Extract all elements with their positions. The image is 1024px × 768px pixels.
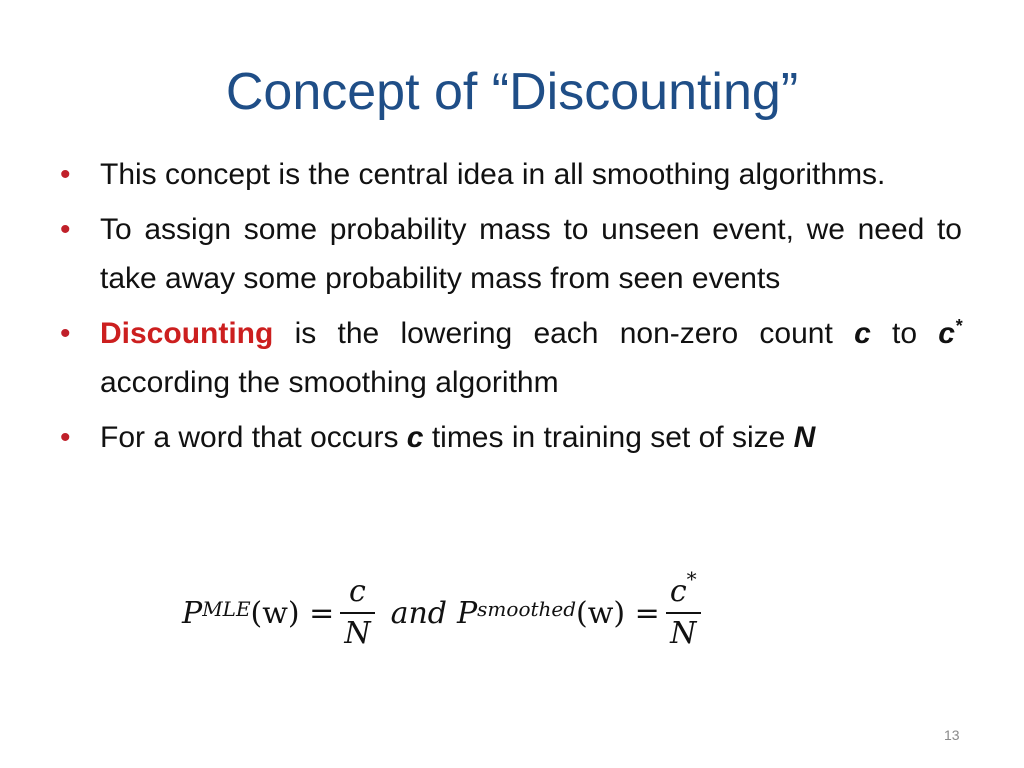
formula-argument: (w) = — [576, 595, 660, 631]
formula-p-mle: P — [182, 595, 203, 631]
fraction-denominator: N — [670, 616, 697, 651]
count-variable: c — [854, 317, 871, 350]
fraction-numerator: c — [349, 574, 366, 609]
size-variable: N — [793, 421, 816, 454]
bullet-text: This concept is the central idea in all smoothing algorithms. — [100, 158, 886, 191]
fraction-bar — [340, 612, 374, 614]
fraction-numerator — [666, 567, 701, 609]
page-number: 13 — [944, 727, 960, 743]
c-star-superscript: * — [954, 316, 962, 336]
bullet-text: is the lowering each non-zero count — [273, 317, 855, 350]
fraction-cstar-over-n — [666, 567, 701, 651]
slide-title: Concept of “Discounting” — [225, 63, 799, 121]
bullet-item-3 — [60, 309, 962, 407]
count-variable: c — [406, 421, 424, 454]
bullet-text: To assign some probability mass to unseen event, we need to take away some probability mass from seen events — [100, 213, 962, 295]
bullet-dot: • — [60, 213, 71, 246]
bullet-text: times in training set of size — [423, 421, 794, 454]
formula-p-smoothed: P — [456, 595, 478, 631]
bullet-dot: • — [60, 317, 71, 350]
numerator-superscript: * — [686, 567, 697, 591]
c-star-base: c — [938, 317, 955, 350]
bullet-item-2 — [60, 205, 962, 303]
bullet-list — [60, 150, 962, 468]
formula-argument: (w) = — [250, 595, 335, 631]
bullet-dot: • — [60, 421, 71, 454]
fraction-denominator: N — [344, 616, 371, 651]
fraction-bar — [666, 612, 701, 614]
bullet-text: For a word that occurs — [100, 421, 407, 454]
bullet-text: to — [870, 317, 939, 350]
fraction-c-over-n — [340, 575, 374, 651]
formula-and: and — [390, 595, 447, 631]
bullet-text: according the smoothing algorithm — [100, 366, 559, 399]
bullet-item-1 — [60, 150, 962, 199]
probability-formula: P $^{MLE}$ (w) = $\frac{c}{N}$ and P $^{smoothed}$ (w) = $\frac{c^*}{N}$ — [182, 568, 707, 658]
discounting-term: Discounting — [100, 317, 274, 350]
discounted-count-variable — [938, 317, 962, 350]
bullet-dot: • — [60, 158, 71, 191]
numerator-base: c — [669, 574, 687, 609]
bullet-item-4 — [60, 413, 962, 462]
